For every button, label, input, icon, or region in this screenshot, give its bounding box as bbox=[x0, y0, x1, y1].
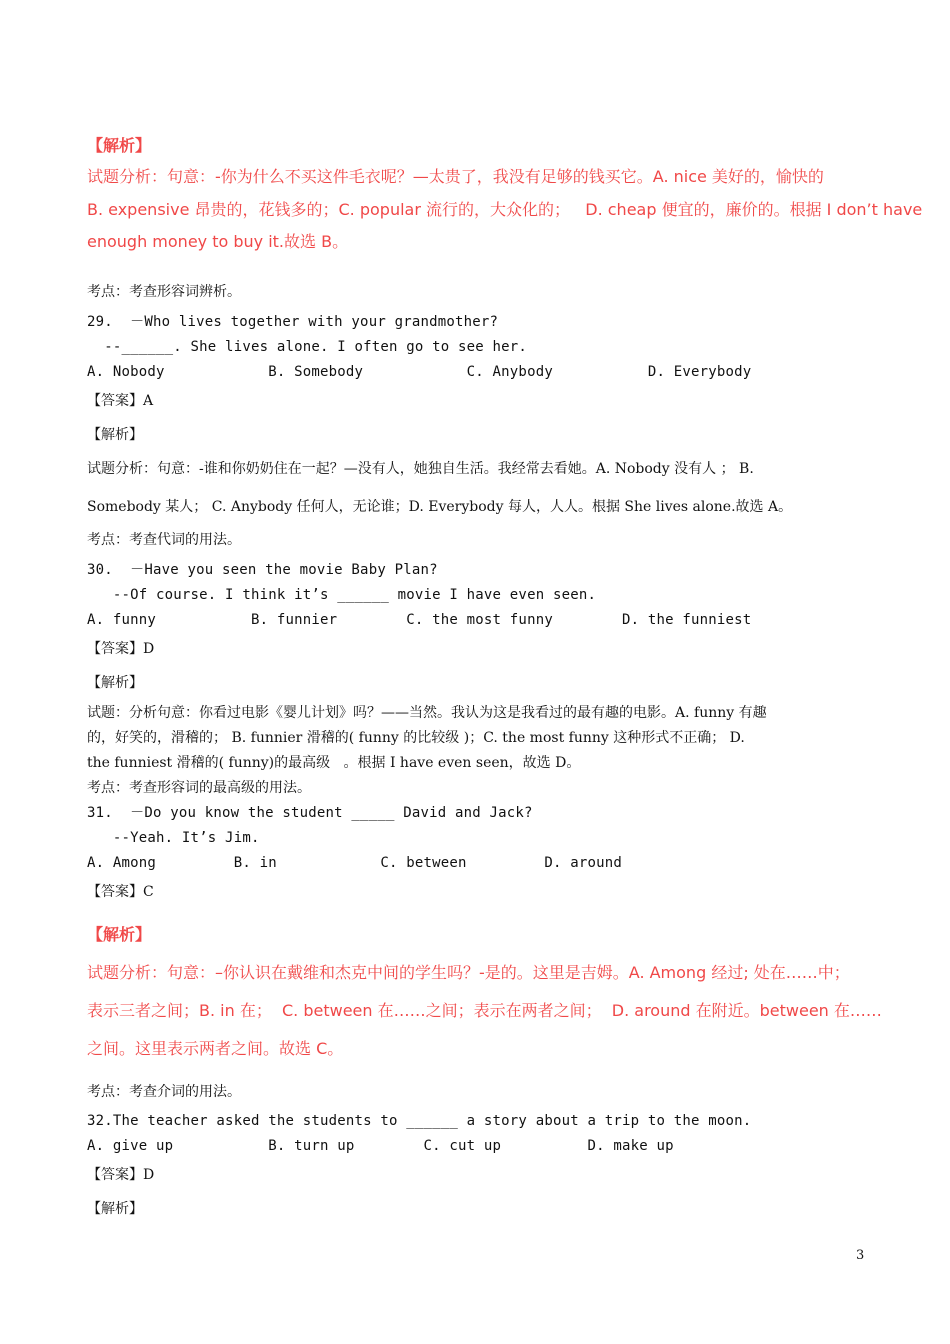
question-31: 31. －Do you know the student _____ David and Jack? bbox=[87, 805, 533, 821]
analysis-text-q28: 试题分析：句意：-你为什么不买这件毛衣呢？—太贵了，我没有足够的钱买它。A. nice 美好的，愉快的 bbox=[87, 167, 824, 186]
analysis-heading-q30: 【解析】 bbox=[87, 675, 143, 691]
key-point-q30: 考点：考查形容词的最高级的用法。 bbox=[87, 780, 311, 796]
key-point-q31: 考点：考查介词的用法。 bbox=[87, 1084, 241, 1100]
analysis-text-q30: 试题：分析句意：你看过电影《婴儿计划》吗？——当然。我认为这是我看过的最有趣的电影。A. funny 有趣 bbox=[87, 705, 767, 721]
question-31-options: A. Among B. in C. between D. around bbox=[87, 855, 622, 871]
key-point-q29: 考点：考查代词的用法。 bbox=[87, 532, 241, 548]
analysis-text-q31: 之间。这里表示两者之间。故选 C。 bbox=[87, 1039, 344, 1058]
analysis-heading-q31: 【解析】 bbox=[87, 925, 152, 944]
key-point-q28: 考点：考查形容词辨析。 bbox=[87, 284, 241, 300]
answer-q32: 【答案】D bbox=[87, 1167, 155, 1183]
question-29: 29. －Who lives together with your grandmother? bbox=[87, 314, 499, 330]
analysis-text-q31: 试题分析：句意：–你认识在戴维和杰克中间的学生吗？-是的。这里是吉姆。A. Among 经过; 处在……中； bbox=[87, 963, 850, 982]
answer-q30: 【答案】D bbox=[87, 641, 155, 657]
analysis-text-q28: B. expensive 昂贵的，花钱多的；C. popular 流行的，大众化的； D. cheap 便宜的，廉价的。根据 I don’t have bbox=[87, 200, 923, 219]
question-31-response: --Yeah. It’s Jim. bbox=[87, 830, 260, 846]
question-30: 30. －Have you seen the movie Baby Plan? bbox=[87, 562, 438, 578]
question-32: 32.The teacher asked the students to ______ a story about a trip to the moon. bbox=[87, 1113, 752, 1129]
answer-q29: 【答案】A bbox=[87, 393, 154, 409]
analysis-heading-q29: 【解析】 bbox=[87, 427, 143, 443]
analysis-text-q31: 表示三者之间；B. in 在； C. between 在……之间；表示在两者之间； D. around 在附近。between 在…… bbox=[87, 1001, 882, 1020]
analysis-heading-q32: 【解析】 bbox=[87, 1201, 143, 1217]
question-30-response: --Of course. I think it’s ______ movie I have even seen. bbox=[87, 587, 597, 603]
page-number: 3 bbox=[856, 1248, 865, 1263]
question-32-options: A. give up B. turn up C. cut up D. make up bbox=[87, 1138, 674, 1154]
analysis-heading-q28: 【解析】 bbox=[87, 136, 152, 155]
analysis-text-q29: 试题分析：句意：-谁和你奶奶住在一起？—没有人，她独自生活。我经常去看她。A. Nobody 没有人 ； B. bbox=[87, 461, 754, 477]
question-30-options: A. funny B. funnier C. the most funny D. the funniest bbox=[87, 612, 752, 628]
question-29-options: A. Nobody B. Somebody C. Anybody D. Everybody bbox=[87, 364, 752, 380]
answer-q31: 【答案】C bbox=[87, 884, 154, 900]
analysis-text-q30: 的，好笑的，滑稽的； B. funnier 滑稽的( funny 的比较级 )；C. the most funny 这种形式不正确； D. bbox=[87, 730, 745, 746]
analysis-text-q28: enough money to buy it.故选 B。 bbox=[87, 232, 349, 251]
analysis-text-q30: the funniest 滑稽的( funny)的最高级 。根据 I have even seen，故选 D。 bbox=[87, 755, 581, 771]
question-29-response: --______. She lives alone. I often go to see her. bbox=[87, 339, 528, 355]
analysis-text-q29: Somebody 某人； C. Anybody 任何人，无论谁；D. Everybody 每人，人人。根据 She lives alone.故选 A。 bbox=[87, 499, 793, 515]
